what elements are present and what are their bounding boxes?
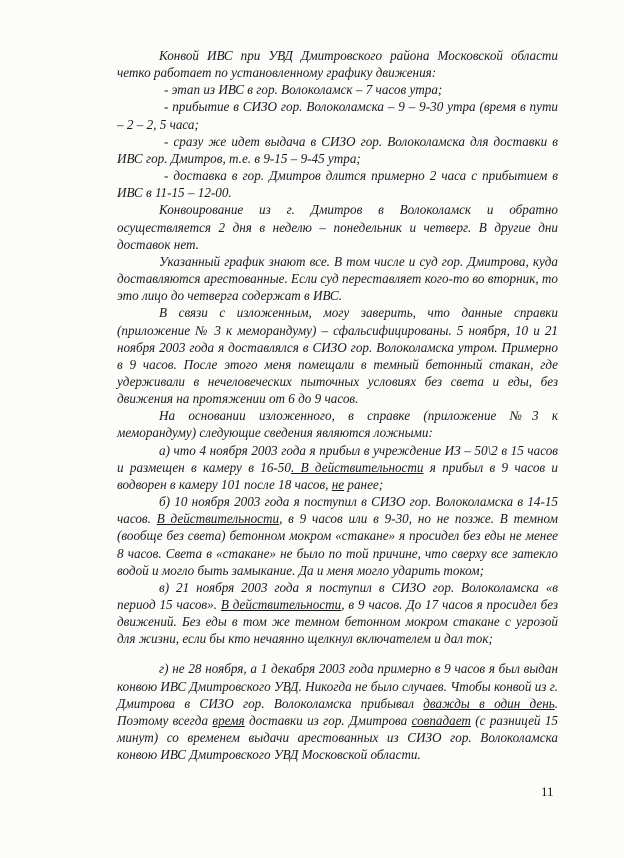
underlined-text: время <box>212 712 245 728</box>
paragraph-item-c: в) 21 ноября 2003 года я поступил в СИЗО гор. Волоколамска «в период 15 часов». В действительности, в 9 часов. До 17 часов я просидел без движений. Без еды в том же темном бетонном мокром стакане с угрозой для жизни, если бы кто нечаянно щелкнул включателем и дал ток; <box>117 579 558 647</box>
paragraph-falsified: В связи с изложенным, могу заверить, что данные справки (приложение № 3 к меморандуму) – сфальсифицированы. 5 ноября, 10 и 21 ноября 2003 года я доставлялся в СИЗО гор. Волоколамска утром. Примерно в 9 часов. После этого меня помещали в темный бетонный стакан, где удерживали в нечеловеческих пыточных условиях без света и еды, без движения на протяжении от 6 до 9 часов. <box>117 305 558 407</box>
list-item-transfer: - сразу же идет выдача в СИЗО гор. Волоколамска для доставки в ИВС гор. Дмитров, т.е. в 9-15 – 9-45 утра; <box>117 133 558 166</box>
list-item-arrival: - прибытие в СИЗО гор. Волоколамска – 9 – 9-30 утра (время в пути – 2 – 2, 5 часа; <box>117 99 558 132</box>
list-item-delivery: - доставка в гор. Дмитров длится примерно 2 часа с прибытием в ИВС в 11-15 – 12-00. <box>117 168 558 201</box>
underlined-text: не <box>331 476 345 492</box>
underlined-text: В действительности <box>156 511 280 527</box>
underlined-text: совпадает <box>411 712 471 728</box>
paragraph-item-b: б) 10 ноября 2003 года я поступил в СИЗО гор. Волоколамска в 14-15 часов. В действительности, в 9 часов или в 9-30, но не позже. В темном (вообще без света) бетонном мокром «стакане» я просидел без еды не менее 8 часов. Света в «стакане» не было по той причине, что сверху все затекло водой и могло быть замыкание. Да и меня могло ударить током; <box>117 494 558 578</box>
list-item-stage: - этап из ИВС в гор. Волоколамск – 7 часов утра; <box>164 82 443 98</box>
underlined-text: В действительности <box>220 597 342 612</box>
paragraph-convoy-intro: Конвой ИВС при УВД Дмитровского района Московской области четко работает по установленному графику движения: <box>117 48 558 81</box>
paragraph-known-schedule: Указанный график знают все. В том числе и суд гор. Дмитрова, куда доставляются арестованные. Если суд переставляет кого-то во вторник, то это лицо до четверга содержат в ИВС. <box>117 253 558 304</box>
paragraph-schedule: Конвоирование из г. Дмитров в Волоколамск и обратно осуществляется 2 дня в неделю – понедельник и четверг. В другие дни доставок нет. <box>117 202 558 252</box>
paragraph-false-statements: На основании изложенного, в справке (приложение №3 к меморандуму) следующие сведения являются ложными: <box>117 408 558 441</box>
paragraph-item-a: а) что 4 ноября 2003 года я прибыл в учреждение ИЗ – 50\2 в 15 часов и размещен в камеру в 16-50. В действительности я прибыл в 9 часов и водворен в камеру 101 после 18 часов, не ранее; <box>117 442 559 492</box>
underlined-text: дважды в один день <box>423 695 555 711</box>
paragraph-item-d: г) не 28 ноября, а 1 декабря 2003 года примерно в 9 часов я был выдан конвою ИВС Дмитровского УВД. Никогда не было случаев. Чтобы конвой из г. Дмитрова в СИЗО гор. Волоколамска прибывал дважды в один день. Поэтому всегда время доставки из гор. Дмитрова совпадает (с разницей 15 минут) со временем выдачи арестованных из СИЗО гор. Волоколамска конвою ИВС Дмитровского УВД Московской области. <box>117 661 558 763</box>
document-body <box>117 47 558 763</box>
underlined-text: . В действительности <box>290 459 424 475</box>
page-number: 11 <box>541 784 554 799</box>
